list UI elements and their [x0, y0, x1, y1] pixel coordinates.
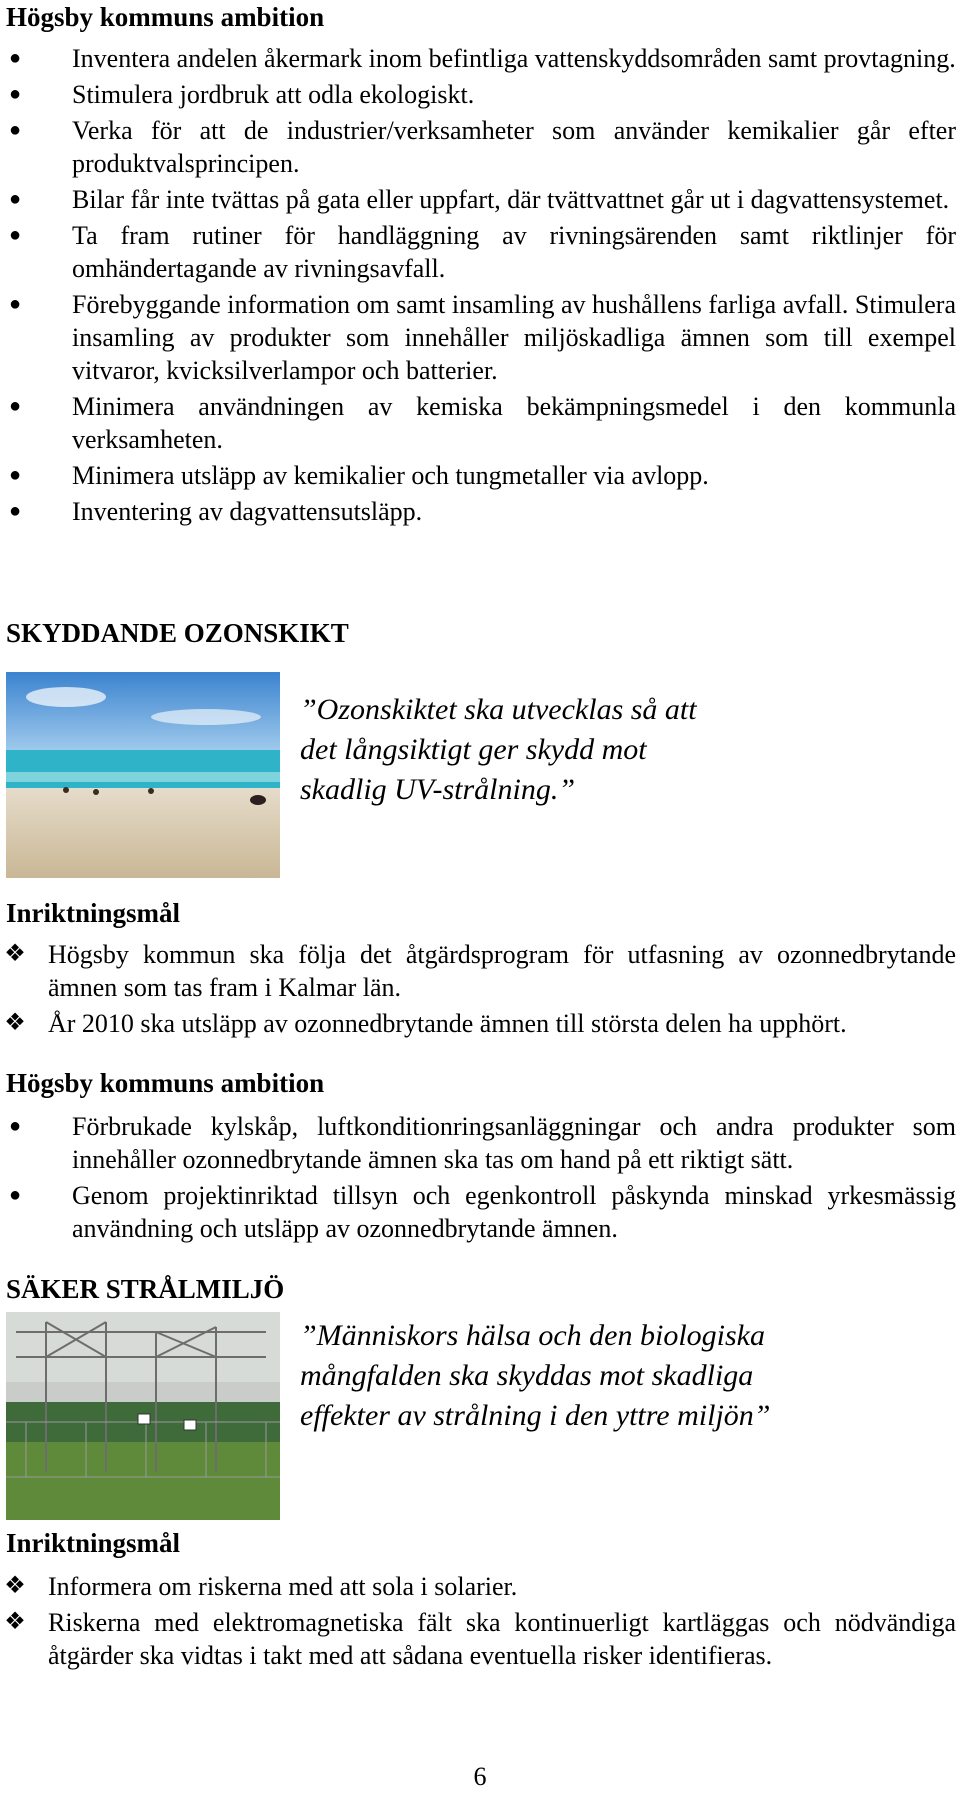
- diamond-bullet-icon: ❖: [4, 941, 26, 967]
- list-item: ❖ Högsby kommun ska följa det åtgärdsprogram för utfasning av ozonnedbrytande ämnen som tas fram i Kalmar län.: [0, 938, 960, 1004]
- power-station-photo: [6, 1312, 280, 1520]
- ozon-inriktning-heading: Inriktningsmål: [6, 898, 181, 928]
- stral-inriktning-list: [0, 1570, 960, 1675]
- bullet-icon: ●: [8, 500, 22, 522]
- bullet-icon: ●: [8, 464, 22, 486]
- ozon-inriktning-list: [0, 938, 960, 1043]
- bullet-icon: ●: [8, 47, 22, 69]
- list-item: ● Verka för att de industrier/verksamheter som använder kemikalier går efter produktvalsprincipen.: [0, 114, 960, 180]
- ambition-list-1: [0, 42, 960, 531]
- ambition-heading-2: Högsby kommuns ambition: [6, 1068, 325, 1098]
- list-item: ● Minimera utsläpp av kemikalier och tungmetaller via avlopp.: [0, 459, 960, 492]
- bullet-icon: ●: [8, 188, 22, 210]
- list-item: ● Genom projektinriktad tillsyn och egenkontroll påskynda minskad yrkesmässig användning och utsläpp av ozonnedbrytande ämnen.: [0, 1179, 960, 1245]
- bullet-icon: ●: [8, 119, 22, 141]
- bullet-icon: ●: [8, 83, 22, 105]
- list-item: ● Ta fram rutiner för handläggning av rivningsärenden samt riktlinjer för omhändertagande av rivningsavfall.: [0, 219, 960, 285]
- list-item: ● Förebyggande information om samt insamling av hushållens farliga avfall. Stimulera insamling av produkter som innehåller miljöskadliga ämnen som till exempel vitvaror, kvicksilverlampor och batterier.: [0, 288, 960, 387]
- diamond-bullet-icon: ❖: [4, 1010, 26, 1036]
- diamond-bullet-icon: ❖: [4, 1573, 26, 1599]
- list-item: ❖ Riskerna med elektromagnetiska fält ska kontinuerligt kartläggas och nödvändiga åtgärder ska vidtas i takt med att sådana eventuella risker identifieras.: [0, 1606, 960, 1672]
- bullet-icon: ●: [8, 1184, 22, 1206]
- stral-inriktning-heading: Inriktningsmål: [6, 1528, 181, 1558]
- list-item: ● Inventering av dagvattensutsläpp.: [0, 495, 960, 528]
- page-number: 6: [473, 1762, 487, 1791]
- list-item: ● Bilar får inte tvättas på gata eller uppfart, där tvättvattnet går ut i dagvattensystemet.: [0, 183, 960, 216]
- diamond-bullet-icon: ❖: [4, 1609, 26, 1635]
- list-item: ❖ År 2010 ska utsläpp av ozonnedbrytande ämnen till största delen ha upphört.: [0, 1007, 960, 1040]
- list-item: ❖ Informera om riskerna med att sola i solarier.: [0, 1570, 960, 1603]
- bullet-icon: ●: [8, 1115, 22, 1137]
- ambition-heading-1: Högsby kommuns ambition: [6, 2, 325, 32]
- bullet-icon: ●: [8, 224, 22, 246]
- list-item: ● Stimulera jordbruk att odla ekologiskt.: [0, 78, 960, 111]
- bullet-icon: ●: [8, 293, 22, 315]
- list-item: ● Förbrukade kylskåp, luftkonditionringsanläggningar och andra produkter som innehåller ozonnedbrytande ämnen ska tas om hand på ett riktigt sätt.: [0, 1110, 960, 1176]
- list-item: ● Minimera användningen av kemiska bekämpningsmedel i den kommunla verksamheten.: [0, 390, 960, 456]
- stral-section-heading: SÄKER STRÅLMILJÖ: [6, 1274, 285, 1304]
- stral-quote: ”Människors hälsa och den biologiska mångfalden ska skyddas mot skadliga effekter av strålning i den yttre miljön”: [300, 1319, 771, 1432]
- ozon-section-heading: SKYDDANDE OZONSKIKT: [6, 618, 349, 648]
- ozon-quote: ”Ozonskiktet ska utvecklas så att det långsiktigt ger skydd mot skadlig UV-strålning.”: [300, 693, 697, 806]
- ambition-list-2: [0, 1110, 960, 1248]
- bullet-icon: ●: [8, 395, 22, 417]
- beach-photo: [6, 672, 280, 878]
- list-item: ● Inventera andelen åkermark inom befintliga vattenskyddsområden samt provtagning.: [0, 42, 960, 75]
